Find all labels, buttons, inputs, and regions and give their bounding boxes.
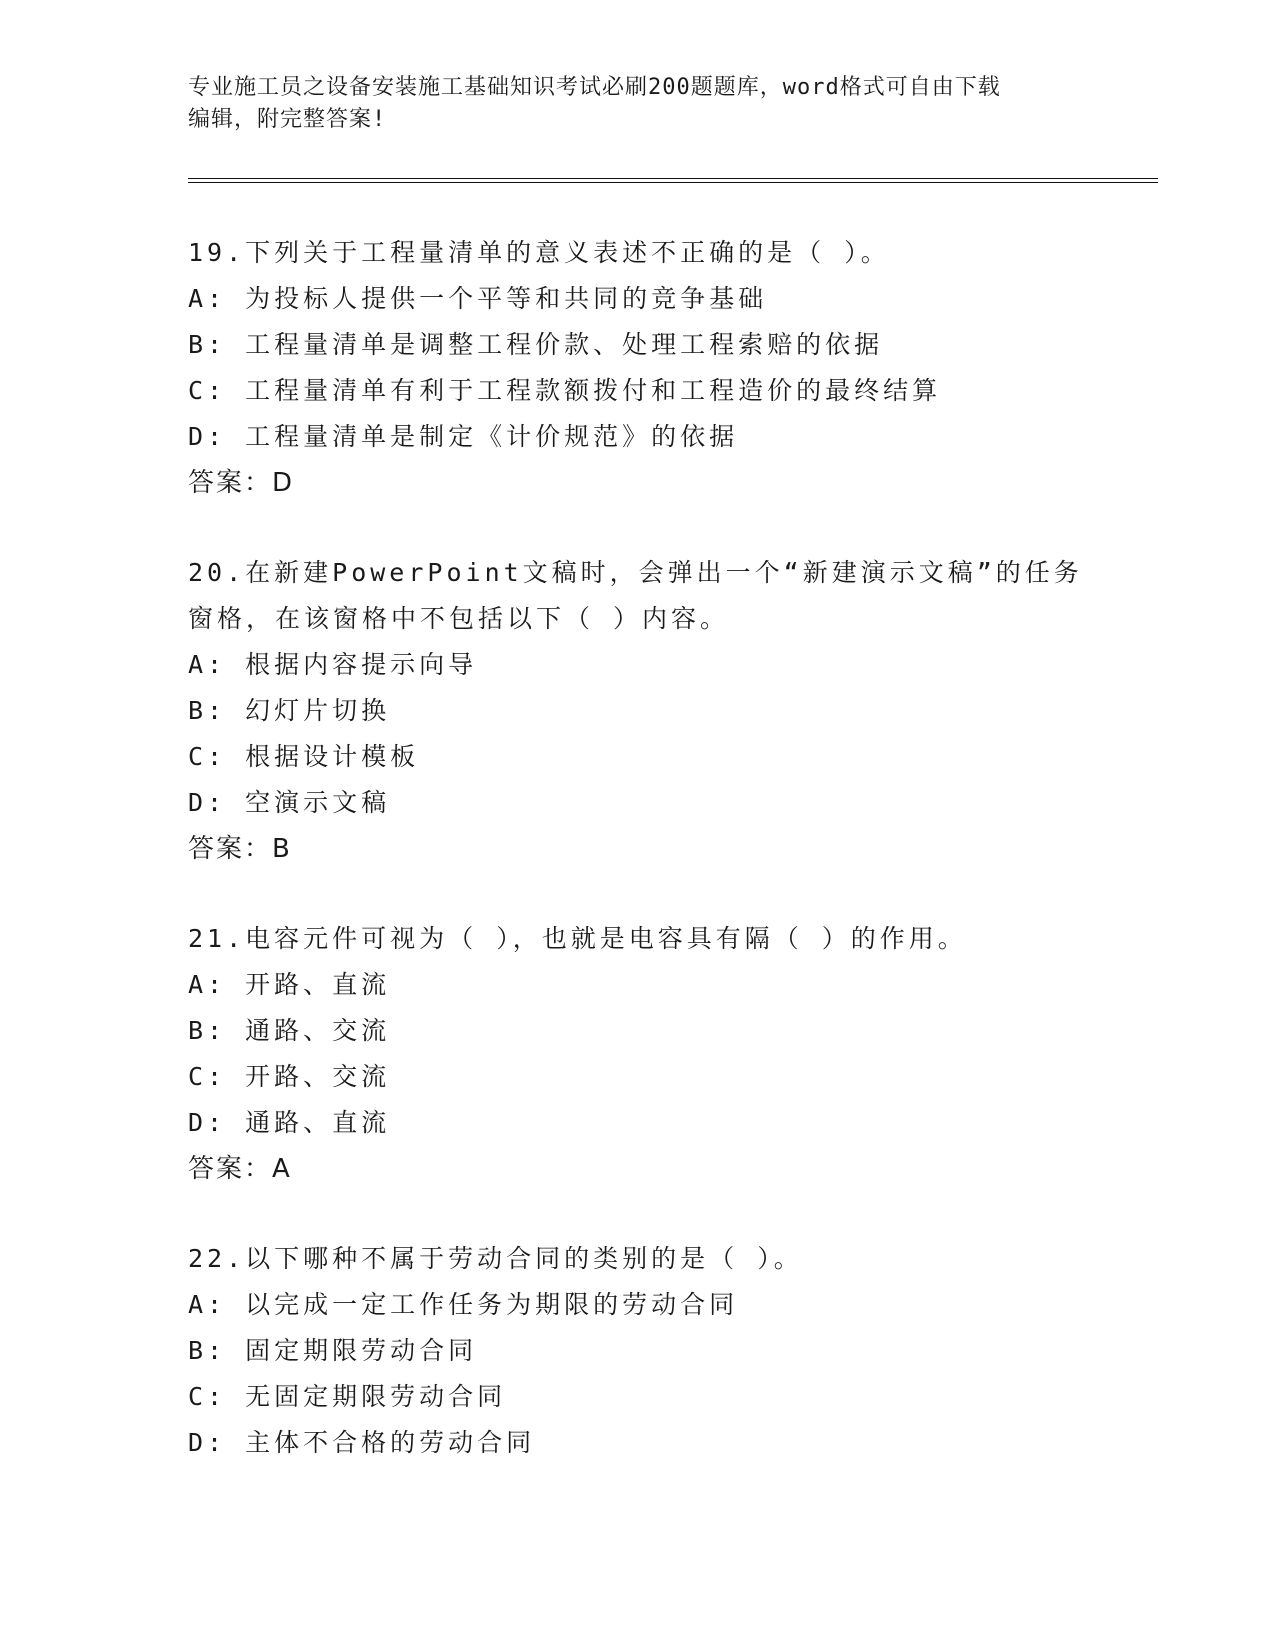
- question-stem: 19.下列关于工程量清单的意义表述不正确的是（ ）。: [188, 238, 890, 267]
- question-stem: 22.以下哪种不属于劳动合同的类别的是（ ）。: [188, 1244, 803, 1273]
- option-a: A: 以完成一定工作任务为期限的劳动合同: [188, 1290, 739, 1319]
- answer-label: 答案：B: [188, 834, 292, 864]
- option-d: D: 通路、直流: [188, 1108, 391, 1137]
- header-title-line1: 专业施工员之设备安装施工基础知识考试必刷200题题库，word格式可自由下载: [188, 75, 1001, 100]
- question-stem: 21.电容元件可视为（ ），也就是电容具有隔（ ）的作用。: [188, 924, 967, 953]
- option-b: B: 通路、交流: [188, 1016, 391, 1045]
- question-19: [188, 230, 1088, 506]
- option-b: B: 固定期限劳动合同: [188, 1336, 478, 1365]
- header-divider-top: [188, 178, 1158, 179]
- option-d: D: 主体不合格的劳动合同: [188, 1428, 536, 1457]
- option-d: D: 工程量清单是制定《计价规范》的依据: [188, 422, 739, 451]
- option-c: C: 无固定期限劳动合同: [188, 1382, 507, 1411]
- header-title-line2: 编辑，附完整答案!: [188, 107, 387, 132]
- option-c: C: 工程量清单有利于工程款额拨付和工程造价的最终结算: [188, 376, 942, 405]
- question-stem: 20.在新建PowerPoint文稿时，会弹出一个“新建演示文稿”的任务窗格，在该窗格中不包括以下（ ）内容。: [188, 558, 1083, 633]
- option-c: C: 根据设计模板: [188, 742, 420, 771]
- option-c: C: 开路、交流: [188, 1062, 391, 1091]
- option-a: A: 开路、直流: [188, 970, 391, 999]
- question-22: [188, 1236, 1088, 1466]
- question-21: [188, 916, 1088, 1192]
- question-list: [188, 230, 1088, 1510]
- answer-label: 答案：A: [188, 1154, 292, 1184]
- question-20: [188, 550, 1088, 872]
- option-b: B: 幻灯片切换: [188, 696, 391, 725]
- answer-label: 答案：D: [188, 468, 295, 498]
- option-a: A: 为投标人提供一个平等和共同的竞争基础: [188, 284, 768, 313]
- header-divider-bottom: [188, 182, 1158, 183]
- option-a: A: 根据内容提示向导: [188, 650, 478, 679]
- option-b: B: 工程量清单是调整工程价款、处理工程索赔的依据: [188, 330, 884, 359]
- option-d: D: 空演示文稿: [188, 788, 391, 817]
- document-header: [188, 72, 1058, 136]
